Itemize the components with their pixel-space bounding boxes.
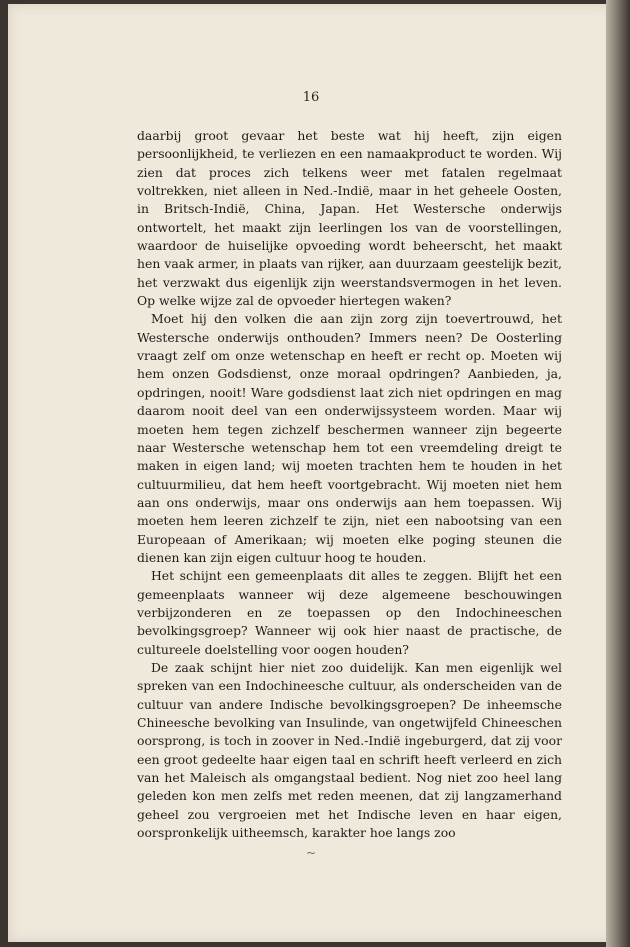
book-page: [8, 4, 614, 942]
book-gutter: [606, 0, 630, 947]
paragraph-1: daarbij groot gevaar het beste wat hij heeft, zijn eigen persoonlijkheid, te verliezen en een namaakproduct te worden. Wij zien dat proces zich telkens weer met fatalen regelmaat voltrekken, niet alleen in Ned.-Indië, maar in het geheele Oosten, in Britsch-Indië, China, Japan. Het Westersche onderwijs ontwortelt, het maakt zijn leerlingen los van de voorstellingen, waardoor de huiselijke opvoeding wordt beheerscht, het maakt hen vaak armer, in plaats van rijker, aan duurzaam geestelijk bezit, het verzwakt dus eigenlijk zijn weerstandsvermogen in het leven. Op welke wijze zal de opvoeder hiertegen waken?: [137, 128, 562, 309]
body-text: [137, 127, 562, 842]
page-number: 16: [302, 90, 320, 105]
footer-ornament: ~: [305, 846, 317, 860]
paragraph-2: Moet hij den volken die aan zijn zorg zijn toevertrouwd, het Westersche onderwijs onthouden? Immers neen? De Oosterling vraagt zelf om onze wetenschap en heeft er recht op. Moeten wij hem onzen Godsdienst, onze moraal opdringen? Aanbieden, ja, opdringen, nooit! Ware godsdienst laat zich niet opdringen en mag daarom nooit deel van een onderwijssysteem worden. Maar wij moeten hem tegen zichzelf beschermen wanneer zijn begeerte naar Westersche wetenschap hem tot een vreemdeling dreigt te maken in eigen land; wij moeten trachten hem te houden in het cultuurmilieu, dat hem heeft voortgebracht. Wij moeten niet hem aan ons onderwijs, maar ons onderwijs aan hem toepassen. Wij moeten hem leeren zichzelf te zijn, niet een nabootsing van een Europeaan of Amerikaan; wij moeten elke poging steunen die dienen kan zijn eigen cultuur hoog te houden.: [137, 311, 562, 565]
paragraph-3: Het schijnt een gemeenplaats dit alles te zeggen. Blijft het een gemeenplaats wanneer wij deze algemeene beschouwingen verbijzonderen en ze toepassen op den Indochineeschen bevolkingsgroep? Wanneer wij ook hier naast de practische, de cultureele doelstelling voor oogen houden?: [137, 568, 562, 657]
paragraph-4: De zaak schijnt hier niet zoo duidelijk. Kan men eigenlijk wel spreken van een Indochineesche cultuur, als onderscheiden van de cultuur van andere Indische bevolkingsgroepen? De inheemsche Chineesche bevolking van Insulinde, van ongetwijfeld Chineeschen oorsprong, is toch in zoover in Ned.-Indië ingeburgerd, dat zij voor een groot gedeelte haar eigen taal en schrift heeft verleerd en zich van het Maleisch als omgangstaal bedient. Nog niet zoo heel lang geleden kon men zelfs met reden meenen, dat zij langzamerhand geheel zou vergroeien met het Indische leven en haar eigen, oorspronkelijk uitheemsch, karakter hoe langs zoo: [137, 659, 562, 841]
